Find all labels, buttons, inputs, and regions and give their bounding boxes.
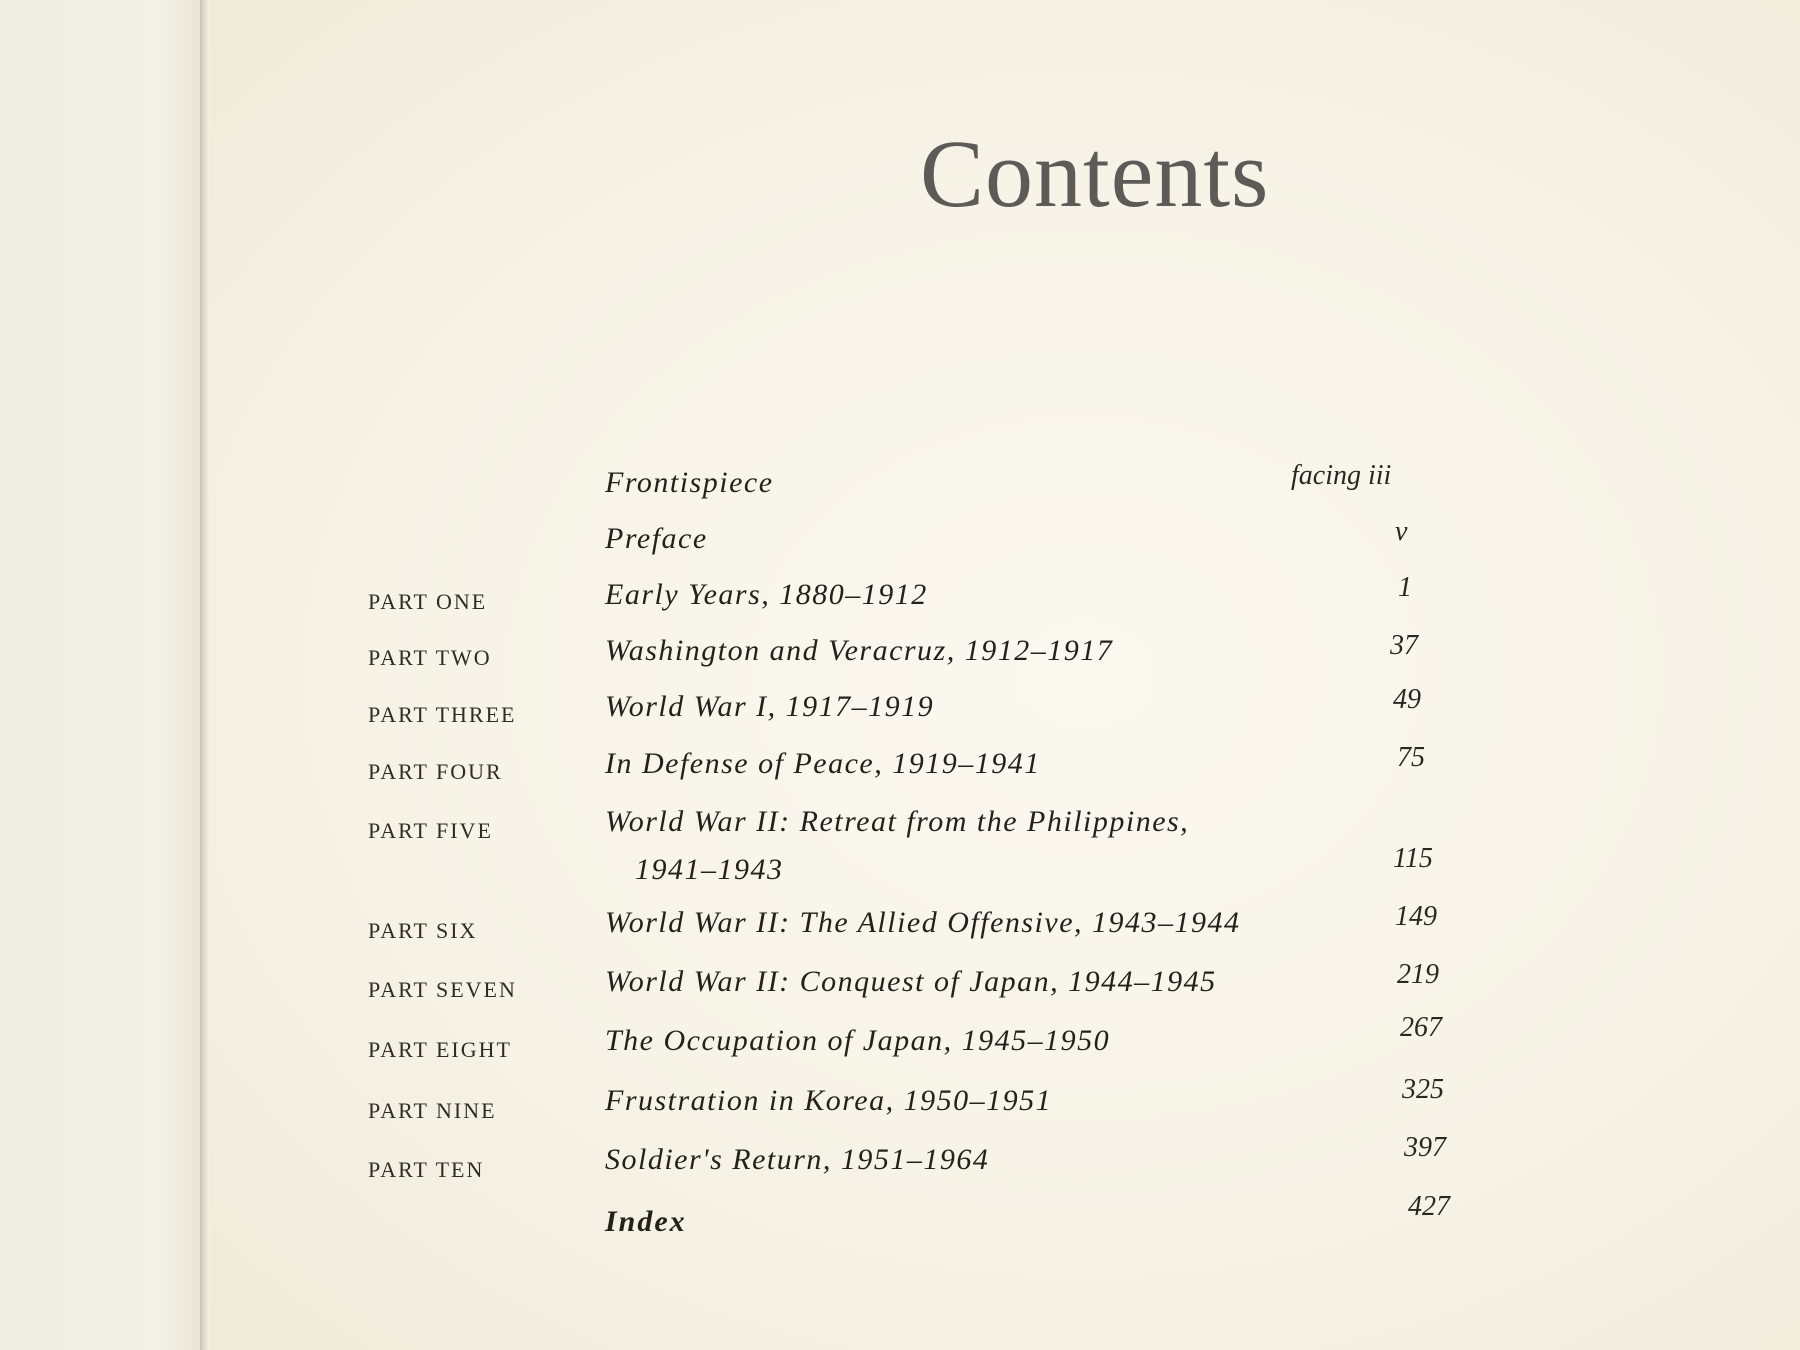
part-label: PART TWO (368, 645, 492, 670)
chapter-title: World War I, 1917–1919 (605, 690, 935, 723)
chapter-title: Preface (605, 522, 708, 555)
page-number: v (1395, 516, 1408, 547)
page-number: 149 (1395, 901, 1437, 932)
page-number: 219 (1397, 959, 1439, 990)
chapter-title: Index (605, 1205, 687, 1238)
part-label: PART TEN (368, 1157, 485, 1182)
chapter-title: World War II: The Allied Offensive, 1943–1944 (605, 906, 1241, 939)
part-label: PART FIVE (368, 818, 493, 843)
chapter-title: Washington and Veracruz, 1912–1917 (605, 634, 1114, 667)
page-number: 37 (1390, 630, 1418, 661)
page-title: Contents (920, 120, 1270, 227)
part-label: PART SEVEN (368, 977, 517, 1002)
page-number: 397 (1404, 1132, 1446, 1163)
part-label: PART SIX (368, 918, 478, 943)
page-number: 75 (1397, 742, 1425, 773)
page-number: 267 (1400, 1012, 1442, 1043)
part-label: PART NINE (368, 1098, 497, 1123)
part-label: PART EIGHT (368, 1037, 512, 1062)
page-number: 49 (1393, 684, 1421, 715)
chapter-title: World War II: Conquest of Japan, 1944–1945 (605, 965, 1217, 998)
chapter-title: Soldier's Return, 1951–1964 (605, 1143, 990, 1176)
chapter-title: Frustration in Korea, 1950–1951 (605, 1084, 1053, 1117)
page-number: 1 (1398, 572, 1412, 603)
part-label: PART THREE (368, 702, 517, 727)
chapter-title: Frontispiece (605, 466, 774, 499)
page-number: facing iii (1291, 460, 1392, 491)
chapter-title: Early Years, 1880–1912 (605, 578, 928, 611)
page-number: 427 (1408, 1191, 1450, 1222)
chapter-title: In Defense of Peace, 1919–1941 (605, 747, 1041, 780)
part-label: PART FOUR (368, 759, 503, 784)
page-number: 325 (1402, 1074, 1444, 1105)
page-number: 115 (1393, 843, 1433, 874)
chapter-title: World War II: Retreat from the Philippines, (605, 805, 1190, 838)
chapter-title: The Occupation of Japan, 1945–1950 (605, 1024, 1111, 1057)
part-label: PART ONE (368, 589, 488, 614)
chapter-title-continued: 1941–1943 (635, 853, 784, 886)
